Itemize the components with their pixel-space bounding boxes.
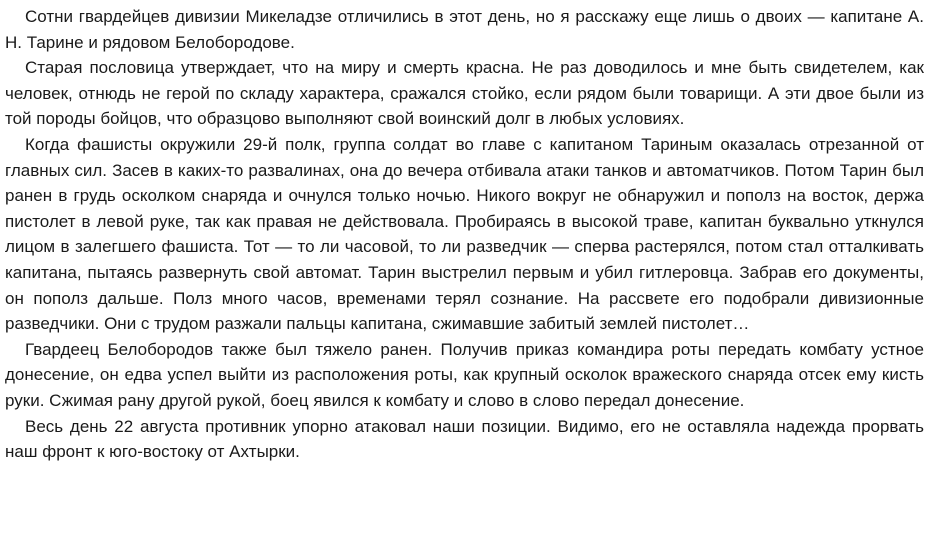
paragraph-4: Гвардеец Белобородов также был тяжело ранен. Получив приказ командира роты передать комбату устное донесение, он едва успел выйти из расположения роты, как крупный осколок вражеского снаряда отсек ему кисть руки. Сжимая рану другой рукой, боец явился к комбату и слово в слово передал донесение. (5, 339, 924, 410)
paragraph-1: Сотни гвардейцев дивизии Микеладзе отличились в этот день, но я расскажу еще лишь о двоих — капитане А. Н. Тарине и рядовом Белобородове. (5, 7, 924, 52)
paragraph-2: Старая пословица утверждает, что на миру и смерть красна. Не раз доводилось и мне быть свидетелем, как человек, отнюдь не герой по складу характера, сражался стойко, если рядом были товарищи. А эти двое были из той породы бойцов, что образцово выполняют свой воинский долг в любых условиях. (5, 58, 924, 129)
paragraph-3: Когда фашисты окружили 29-й полк, группа солдат во главе с капитаном Тариным оказалась отрезанной от главных сил. Засев в каких-то развалинах, она до вечера отбивала атаки танков и автоматчиков. Потом Тарин был ранен в грудь осколком снаряда и очнулся только ночью. Никого вокруг не обнаружил и пополз на восток, держа пистолет в левой руке, так как правая не действовала. Пробираясь в высокой траве, капитан буквально уткнулся лицом в залегшего фашиста. Тот — то ли часовой, то ли разведчик — сперва растерялся, потом стал отталкивать капитана, пытаясь развернуть свой автомат. Тарин выстрелил первым и убил гитлеровца. Забрав его документы, он пополз дальше. Полз много часов, временами терял сознание. На рассвете его подобрали дивизионные разведчики. Они с трудом разжали пальцы капитана, сжимавшие забитый землей пистолет… (5, 134, 924, 334)
paragraph-5: Весь день 22 августа противник упорно атаковал наши позиции. Видимо, его не оставляла надежда прорвать наш фронт к юго-востоку от Ахтырки. (5, 416, 924, 462)
